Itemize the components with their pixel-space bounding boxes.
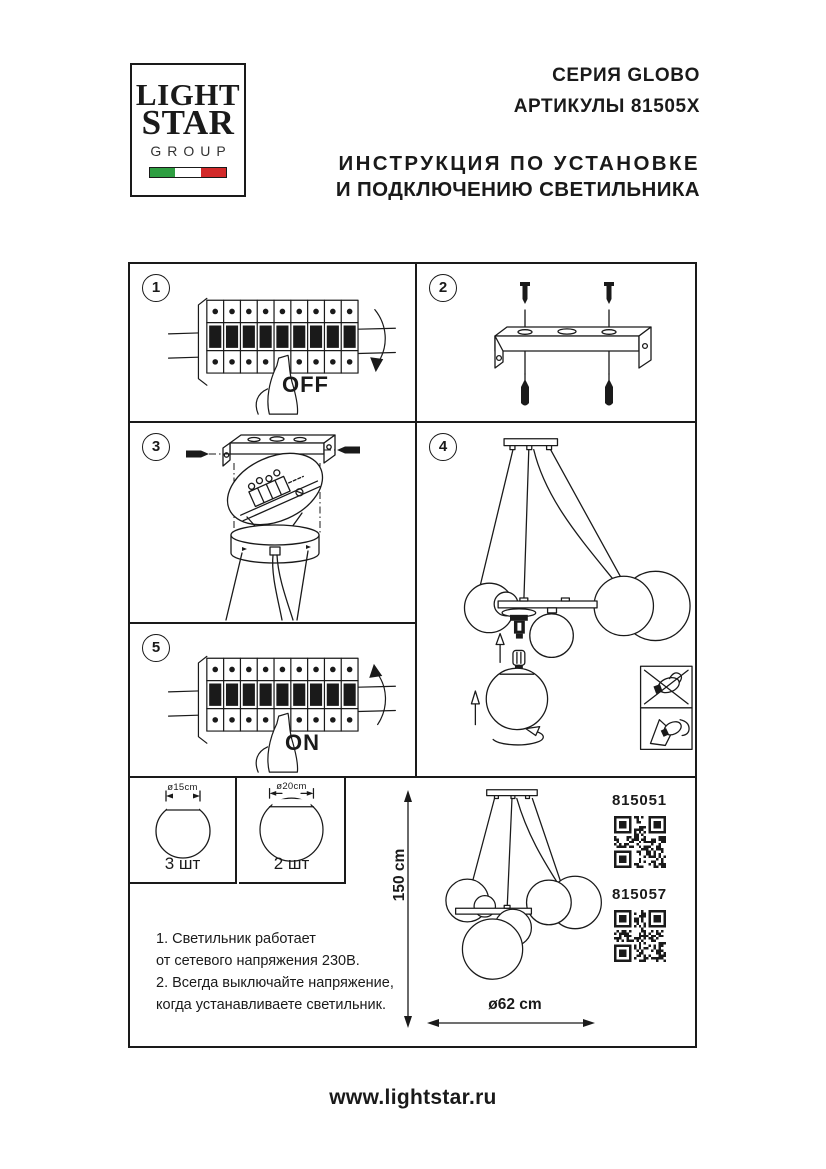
specs-section	[130, 778, 695, 1046]
step-2-panel	[417, 264, 695, 421]
on-label: ON	[285, 730, 320, 755]
note-line: от сетевого напряжения 230В.	[156, 953, 360, 969]
chandelier-dimension-drawing	[418, 782, 604, 1020]
step-5-number: 5	[142, 634, 170, 662]
logo-word-group: GROUP	[150, 142, 232, 159]
articles-title: АРТИКУЛЫ 81505X	[513, 96, 700, 117]
instruction-title-line2: И ПОДКЛЮЧЕНИЮ СВЕТИЛЬНИКА	[335, 178, 700, 201]
step-5-panel	[130, 624, 415, 776]
flag-green	[150, 168, 175, 177]
mounting-bracket-illustration	[437, 270, 687, 418]
qr-code-1	[614, 816, 666, 868]
bulb-count-label-15: 3 шт	[164, 854, 201, 873]
website-footer: www.lightstar.ru	[329, 1086, 497, 1109]
step-4-panel	[417, 423, 695, 776]
step-1-number: 1	[142, 274, 170, 302]
breaker-on-illustration	[164, 634, 399, 774]
instruction-grid	[128, 262, 697, 1048]
note-line: когда устанавливаете светильник.	[156, 997, 387, 1013]
note-line: 2. Всегда выключайте напряжение,	[156, 975, 394, 991]
qr-code-2	[614, 910, 666, 962]
width-dimension-arrow	[425, 1016, 597, 1030]
off-label: OFF	[282, 372, 329, 397]
logo-word-star: STAR	[141, 103, 235, 143]
chandelier-assembly-illustration	[417, 423, 695, 776]
safety-notes	[156, 928, 394, 1016]
step-3-panel	[130, 423, 415, 622]
height-dimension-label: 150 cm	[391, 848, 408, 902]
no-touch-bulb-warning-icon	[641, 666, 692, 708]
bulb-size-cell-20	[239, 778, 346, 884]
flag-red	[201, 168, 226, 177]
bulb-count-label-20: 2 шт	[273, 854, 310, 873]
bulb-diameter-label-20: ø20cm	[276, 781, 307, 792]
italian-flag-stripe	[149, 167, 227, 178]
flag-white	[175, 168, 200, 177]
instruction-title-line1: ИНСТРУКЦИЯ ПО УСТАНОВКЕ	[338, 152, 700, 175]
product-article-2: 815057	[612, 886, 667, 903]
series-title: СЕРИЯ GLOBO	[552, 65, 700, 86]
bulb-diameter-label-15: ø15cm	[167, 782, 198, 793]
logo-word-light: LIGHT	[135, 77, 241, 113]
note-line: 1. Светильник работает	[156, 931, 316, 947]
lightstar-logo	[130, 63, 246, 197]
step-4-number: 4	[429, 433, 457, 461]
bulb-size-cell-15	[130, 778, 237, 884]
header-text	[336, 60, 700, 203]
step-3-number: 3	[142, 433, 170, 461]
product-article-1: 815051	[612, 792, 667, 809]
use-cloth-warning-icon	[641, 708, 692, 750]
ceiling-mount-illustration	[130, 423, 415, 622]
width-dimension-label: ø62 cm	[488, 996, 542, 1013]
step-2-number: 2	[429, 274, 457, 302]
step-1-panel	[130, 264, 415, 421]
